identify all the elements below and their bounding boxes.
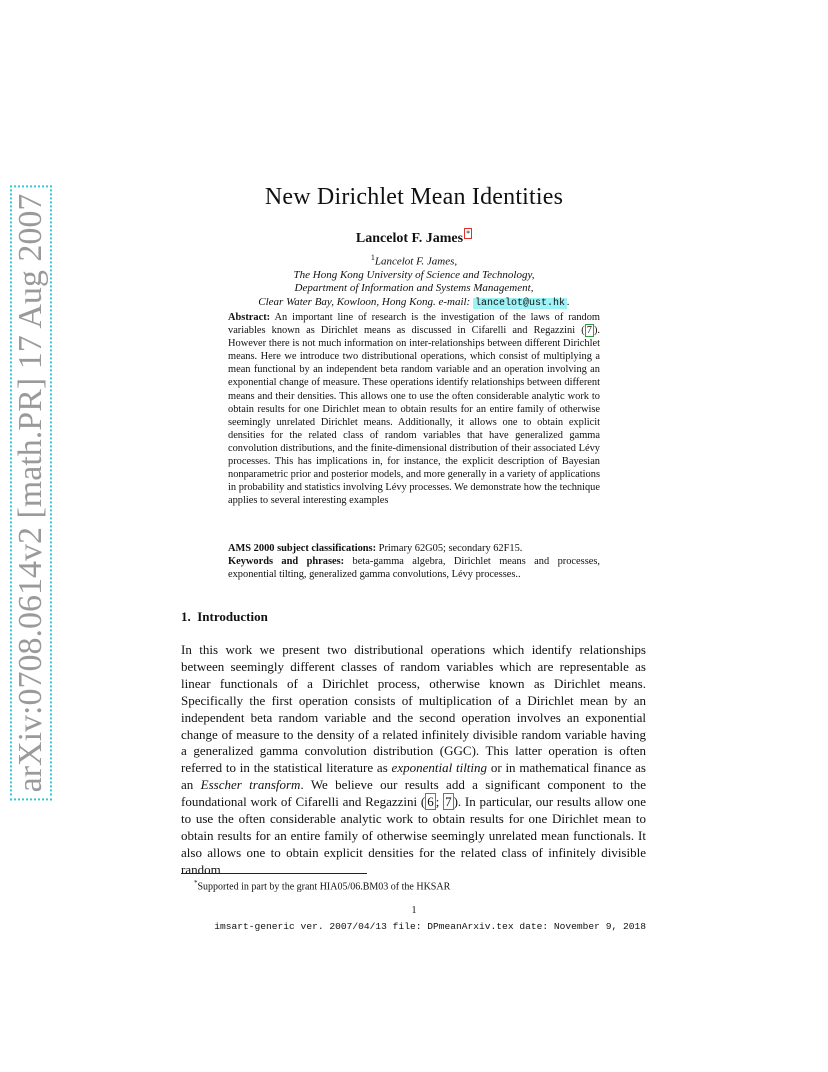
section-title: Introduction [197, 609, 268, 624]
keywords: Keywords and phrases: beta-gamma algebra, Dirichlet means and processes, exponential tilting, generalized gamma convolutions, Lévy processes.. [228, 556, 601, 581]
classification-block [228, 542, 600, 581]
author-name: Lancelot F. James [355, 231, 464, 246]
author-line [0, 228, 828, 247]
arxiv-stamp-text: arXiv:0708.0614v2 [math.PR] 17 Aug 2007 [10, 186, 52, 801]
section-number: 1. [181, 609, 191, 624]
introduction-paragraph: In this work we present two distributional operations which identify relationships between seemingly different classes of random variables which are representable as linear functionals of a Dirichlet process, otherwise known as Dirichlet means. Specifically the first operation consists of multiplication of a Dirichlet mean by an independent beta random variable and the second operation involves an exponential change of measure to the density of a related infinitely divisible random variable having a generalized gamma convolution distribution (GGC). This latter operation is often referred to in the statistical literature as exponential tilting or in mathematical finance as an Esscher transform. We believe our results add a significant component to the foundational work of Cifarelli and Regazzini ( 6 ; 7 ). In particular, our results allow one to use the often considerable analytic work to obtain results for one Dirichlet mean to obtain results for an entire family of otherwise seemingly unrelated mean functionals. It also allows one to obtain explicit densities for the related class of infinitely divisible random [181, 642, 646, 877]
affiliation-line: Clear Water Bay, Kowloon, Hong Kong. e-mail: lancelot@ust.hk . [258, 295, 570, 309]
citation-link[interactable]: 7 [445, 794, 452, 810]
affiliation-superscript: 1 [370, 253, 375, 262]
footnote-marker: * [194, 879, 198, 887]
footnote-marker-link[interactable]: * [466, 229, 471, 238]
page-number: 1 [411, 905, 417, 916]
abstract-text: ). However there is not much information on inter-relationships between different Dirichlet means. Here we introduce two distributional operations, which consist of multiplying a mean functional by an independent beta random variable and an operation involving an exponential change of measure. These operations identify relationships between different means and their densities. This allows one to use the often considerable analytic work to obtain results for one Dirichlet mean to obtain results for an entire family of otherwise seemingly unrelated Dirichlet means. Additionally, it allows one to obtain explicit densities for the related class of random variables that have generalized gamma convolution distributions, and the finite-dimensional distribution of their associated Lévy processes. This has implications in, for instance, the explicit description of Bayesian nonparametric prior and posterior models, and more generally in a variety of applications in probability and statistics involving Lévy processes. We demonstrate how the technique applies to several interesting examples [228, 325, 600, 507]
abstract [228, 311, 600, 507]
section-heading [181, 609, 268, 625]
affiliation-line: Department of Information and Systems Management, [294, 282, 534, 295]
citation-link[interactable]: 6 [427, 794, 434, 810]
footnote-rule [181, 873, 367, 874]
affiliation-line: The Hong Kong University of Science and Technology, [293, 269, 535, 282]
arxiv-stamp [8, 193, 54, 793]
footnote-text: Supported in part by the grant HIA05/06.BM03 of the HKSAR [197, 881, 451, 893]
citation-link[interactable]: 7 [586, 325, 592, 337]
emphasis-term: exponential tilting [391, 760, 488, 776]
footnote [194, 879, 450, 892]
affiliation [0, 251, 828, 310]
emphasis-term: Esscher transform [200, 777, 301, 793]
ams-classification: AMS 2000 subject classifications: Primary 62G05; secondary 62F15. [228, 543, 523, 554]
abstract-text: An important line of research is the investigation of the laws of random variables known as Dirichlet means as discussed in Cifarelli and Regazzini ( [228, 312, 600, 337]
email-link[interactable]: lancelot@ust.hk [474, 297, 565, 309]
affiliation-line: $^1$Lancelot F. James, [370, 253, 458, 268]
paper-title: New Dirichlet Mean Identities [264, 184, 564, 210]
imsart-footer: imsart-generic ver. 2007/04/13 file: DPmeanArxiv.tex date: November 9, 2018 [214, 921, 646, 932]
abstract-label: Abstract: [228, 312, 271, 323]
